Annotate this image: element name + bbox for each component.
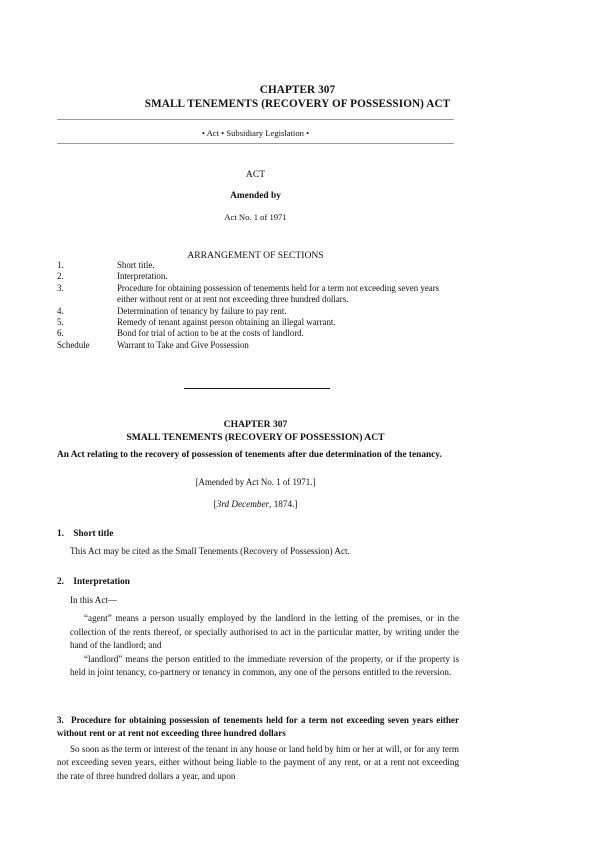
body-act-title: SMALL TENEMENTS (RECOVERY OF POSSESSION) ACT [126,432,385,443]
toc-item[interactable] [57,328,457,339]
toc-item[interactable] [57,340,457,351]
toc-item[interactable] [57,306,457,317]
toc-item[interactable] [57,283,457,306]
arrangement-heading: ARRANGEMENT OF SECTIONS [187,250,324,261]
chapter-heading: CHAPTER 307 [259,84,336,96]
act-title-heading: SMALL TENEMENTS (RECOVERY OF POSSESSION) ACT [144,98,451,110]
section-1-text [70,545,459,558]
amendment-note: [Amended by Act No. 1 of 1971.] [195,477,316,487]
section-2-text [70,594,459,679]
commencement-date [0,499,511,509]
date-day-month: 3rd December [216,499,270,509]
arrangement-of-sections-list [57,260,457,351]
amended-by-heading: Amended by [230,191,281,201]
toc-item-number: Schedule [57,339,90,350]
section-title: Procedure for obtaining possession of tenements held for a term not exceeding seven years either without rent or at rent not exceeding three hundred dollars [57,715,459,738]
section-1-heading [57,529,113,539]
toc-item-number: 6. [57,328,64,339]
toc-item-title: Remedy of tenant against person obtaining an illegal warrant. [117,317,336,328]
section-divider [184,388,330,389]
toc-item-number: 3. [57,282,64,293]
toc-item-title: Interpretation. [117,271,168,282]
date-bracket-open: [ [213,499,217,509]
toc-item-title: Determination of tenancy by failure to pay rent. [117,305,287,316]
toc-item-number: 1. [57,260,64,270]
toc-item[interactable] [57,260,457,271]
section-nav [0,128,511,138]
toc-item-title: Short title. [117,260,155,270]
section-number: 2. [57,577,64,587]
toc-item-number: 5. [57,317,64,328]
toc-item[interactable] [57,317,457,328]
section-number: 3. [57,715,64,725]
toc-item-number: 2. [57,271,64,282]
toc-item-title: Procedure for obtaining possession of tenements held for a term not exceeding seven years either without rent or at rent not exceeding three hundred dollars. [117,282,440,305]
act-heading: ACT [245,169,266,180]
nav-divider [57,143,454,144]
nav-bullet: • [201,128,205,138]
date-year: , 1874.] [269,499,298,509]
subsidiary-legislation-link[interactable]: Subsidiary Legislation [226,128,304,138]
toc-item[interactable] [57,271,457,282]
section-title: Short title [73,529,114,539]
toc-item-number: 4. [57,305,64,316]
section-number: 1. [57,529,64,539]
nav-bullet: • [306,128,310,138]
nav-bullet: • [221,128,225,138]
top-divider [57,119,454,120]
section-2-heading [57,577,130,587]
toc-item-title: Bond for trial of action to be at the costs of landlord. [117,328,304,339]
section-3-heading [57,714,459,739]
long-title: An Act relating to the recovery of possession of tenements after due determination of the tenancy. [57,450,442,460]
section-title: Interpretation [73,577,130,587]
section-3-text: So soon as the term or interest of the tenant in any house or land held by him or her at will, or for any term not exceeding seven years, either without being liable to the payment of any rent, or at a rent not exceeding the rate of three hundred dollars a year, and upon [57,744,459,781]
section-intro: In this Act— [70,595,117,605]
definition-landlord: “landlord” means the person entitled to the immediate reversion of the property, or if the property is held in joint tenancy, co-partnery or tenancy in common, any one of the persons entitled to the reversion. [70,653,459,678]
section-paragraph: This Act may be cited as the Small Tenements (Recovery of Possession) Act. [70,546,350,556]
amending-act-reference: Act No. 1 of 1971 [224,212,287,222]
act-link[interactable]: Act [206,128,220,138]
toc-item-title: Warrant to Take and Give Possession [117,339,249,350]
body-chapter-heading: CHAPTER 307 [223,419,288,430]
definition-agent: “agent” means a person usually employed by the landlord in the letting of the premises, or in the collection of the rents thereof, or specially authorised to act in the particular matter, by writing under the hand of the landlord; and [70,613,459,651]
